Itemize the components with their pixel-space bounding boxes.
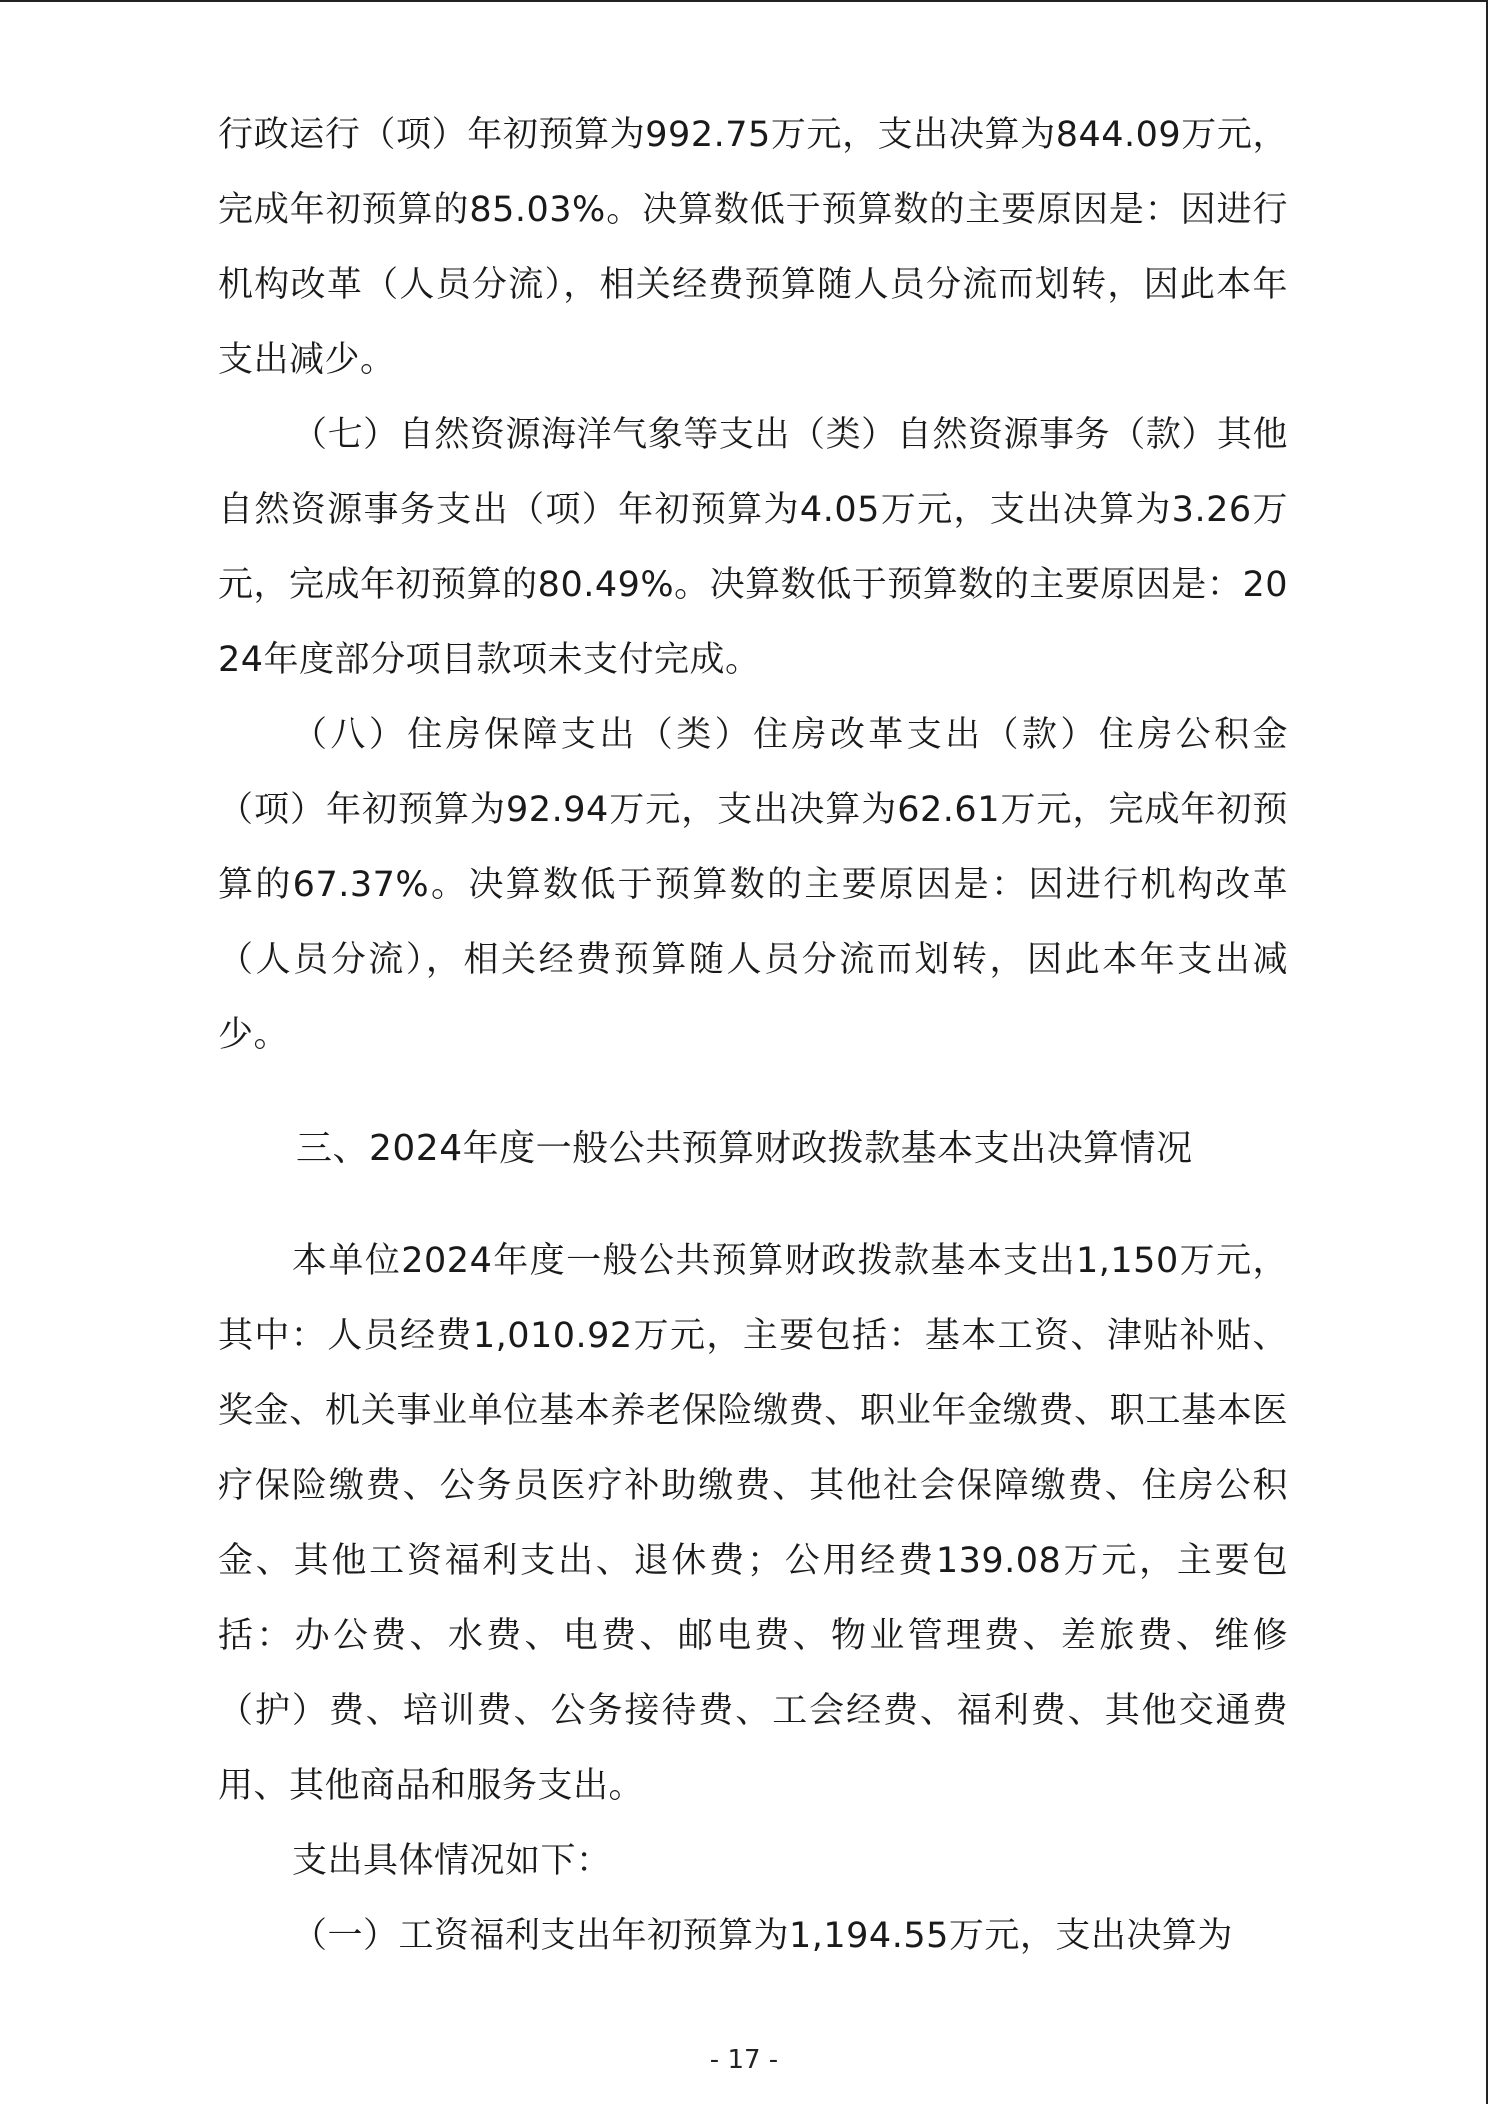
page-border-top [0, 0, 1488, 2]
paragraph-administrative-operation: 行政运行（项）年初预算为992.75万元，支出决算为844.09万元，完成年初预算的85.03%。决算数低于预算数的主要原因是：因进行机构改革（人员分流），相关经费预算随人员分流而划转，因此本年支出减少。 [218, 115, 1288, 380]
paragraph-basic-expenditure-summary: 本单位2024年度一般公共预算财政拨款基本支出1,150万元，其中：人员经费1,010.92万元，主要包括：基本工资、津贴补贴、奖金、机关事业单位基本养老保险缴费、职业年金缴费、职工基本医疗保险缴费、公务员医疗补助缴费、其他社会保障缴费、住房公积金、其他工资福利支出、退休费；公用经费139.08万元，主要包括：办公费、水费、电费、邮电费、物业管理费、差旅费、维修（护）费、培训费、公务接待费、工会经费、福利费、其他交通费用、其他商品和服务支出。 [218, 1241, 1288, 1806]
paragraph-details-intro: 支出具体情况如下： [292, 1841, 612, 1881]
paragraph-salary-welfare: （一）工资福利支出年初预算为1,194.55万元，支出决算为 [292, 1916, 1233, 1956]
paragraph-natural-resources: （七）自然资源海洋气象等支出（类）自然资源事务（款）其他自然资源事务支出（项）年初预算为4.05万元，支出决算为3.26万元，完成年初预算的80.49%。决算数低于预算数的主要原因是：2024年度部分项目款项未支付完成。 [218, 415, 1288, 680]
page-number: - 17 - [709, 2045, 779, 2075]
section-heading-basic-expenditure: 三、2024年度一般公共预算财政拨款基本支出决算情况 [296, 1128, 1193, 1169]
paragraph-housing-security: （八）住房保障支出（类）住房改革支出（款）住房公积金（项）年初预算为92.94万元，支出决算为62.61万元，完成年初预算的67.37%。决算数低于预算数的主要原因是：因进行机构改革（人员分流），相关经费预算随人员分流而划转，因此本年支出减少。 [218, 715, 1288, 1055]
document-body [218, 98, 1288, 1974]
